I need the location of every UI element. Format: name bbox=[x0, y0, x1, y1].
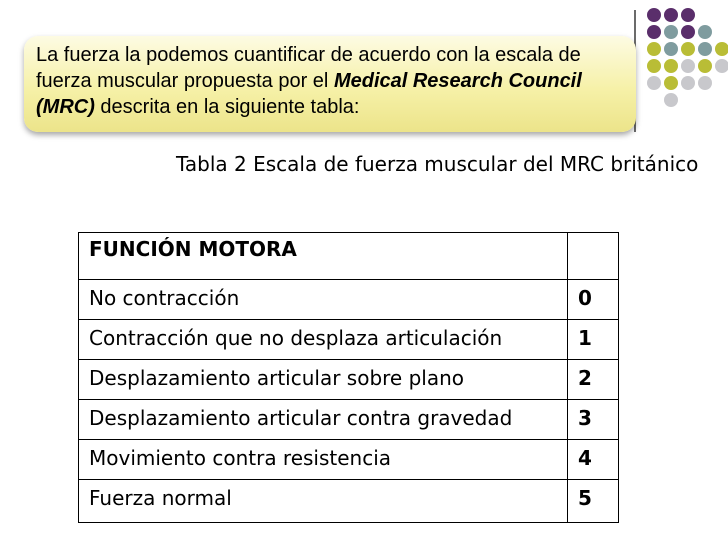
table-row bbox=[79, 400, 619, 440]
table-row bbox=[79, 360, 619, 400]
header-value-cell bbox=[568, 233, 619, 280]
decorative-dot bbox=[681, 25, 695, 39]
row-label: Movimiento contra resistencia bbox=[79, 440, 568, 480]
decorative-dot-grid bbox=[647, 8, 728, 112]
decorative-dot bbox=[664, 76, 678, 90]
decorative-dot bbox=[698, 25, 712, 39]
decorative-dot bbox=[681, 42, 695, 56]
table-row bbox=[79, 480, 619, 523]
decorative-dot bbox=[681, 76, 695, 90]
row-value: 5 bbox=[568, 480, 619, 523]
intro-text-end: descrita en la siguiente tabla: bbox=[94, 96, 360, 118]
decorative-dot bbox=[698, 76, 712, 90]
row-label: Desplazamiento articular sobre plano bbox=[79, 360, 568, 400]
decorative-dot bbox=[664, 93, 678, 107]
row-label: Desplazamiento articular contra gravedad bbox=[79, 400, 568, 440]
table-caption: Tabla 2 Escala de fuerza muscular del MRC británico bbox=[176, 152, 699, 176]
intro-emphasis: Medical Research Council (MRC) bbox=[36, 70, 582, 118]
row-label: Fuerza normal bbox=[79, 480, 568, 523]
decorative-dot bbox=[664, 25, 678, 39]
decorative-dot bbox=[698, 42, 712, 56]
row-label: No contracción bbox=[79, 280, 568, 320]
decorative-dot bbox=[664, 8, 678, 22]
table-row bbox=[79, 280, 619, 320]
decorative-dot bbox=[647, 42, 661, 56]
decorative-dot bbox=[647, 59, 661, 73]
intro-text: La fuerza la podemos cuantificar de acuerdo con la escala de fuerza muscular propuesta por el bbox=[36, 44, 581, 92]
mrc-scale-table bbox=[78, 232, 619, 523]
row-value: 3 bbox=[568, 400, 619, 440]
decorative-dot bbox=[664, 42, 678, 56]
header-cell: FUNCIÓN MOTORA bbox=[79, 233, 568, 280]
decorative-dot bbox=[647, 76, 661, 90]
decorative-dot bbox=[664, 59, 678, 73]
intro-callout bbox=[24, 36, 636, 132]
decorative-dot bbox=[715, 42, 728, 56]
row-label: Contracción que no desplaza articulación bbox=[79, 320, 568, 360]
table-header-row bbox=[79, 233, 619, 280]
row-value: 2 bbox=[568, 360, 619, 400]
table-row bbox=[79, 440, 619, 480]
decorative-dot bbox=[681, 59, 695, 73]
row-value: 4 bbox=[568, 440, 619, 480]
decorative-dot bbox=[681, 8, 695, 22]
decorative-dot bbox=[715, 59, 728, 73]
decorative-dot bbox=[647, 25, 661, 39]
row-value: 0 bbox=[568, 280, 619, 320]
decorative-dot bbox=[647, 8, 661, 22]
table-row bbox=[79, 320, 619, 360]
decorative-dot bbox=[698, 59, 712, 73]
row-value: 1 bbox=[568, 320, 619, 360]
